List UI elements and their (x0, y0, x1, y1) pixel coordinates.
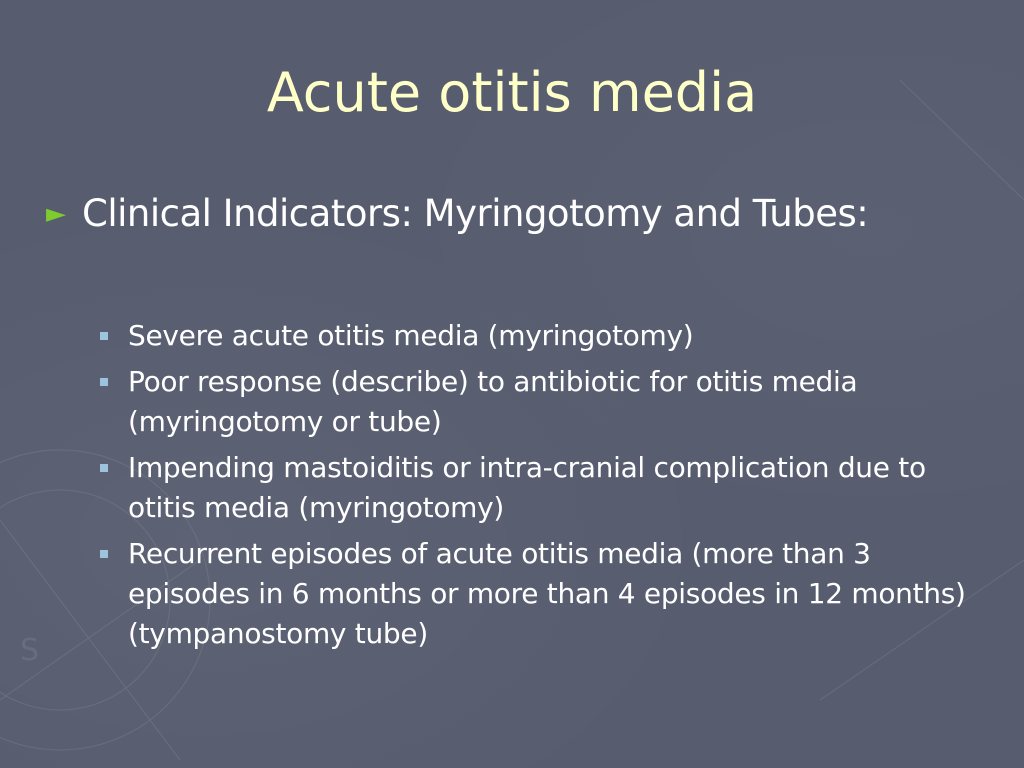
section-heading (46, 190, 1006, 238)
section-heading-text: Clinical Indicators: Myringotomy and Tubes: (82, 192, 869, 235)
list-item-text: Poor response (describe) to antibiotic for otitis media (myringotomy or tube) (128, 365, 858, 438)
list-item (96, 534, 996, 654)
square-bullet-icon (100, 550, 108, 558)
svg-text:S: S (20, 633, 40, 668)
list-item-text: Severe acute otitis media (myringotomy) (128, 319, 694, 352)
slide-title: Acute otitis media (266, 61, 758, 124)
bullet-list (96, 316, 996, 660)
list-item (96, 362, 996, 442)
list-item (96, 316, 996, 356)
arrow-bullet-icon: ► (46, 199, 66, 229)
square-bullet-icon (100, 378, 108, 386)
square-bullet-icon (100, 332, 108, 340)
list-item (96, 448, 996, 528)
square-bullet-icon (100, 464, 108, 472)
list-item-text: Impending mastoiditis or intra-cranial complication due to otitis media (myringotomy) (128, 451, 926, 524)
list-item-text: Recurrent episodes of acute otitis media (more than 3 episodes in 6 months or more than 4 episodes in 12 months) (tympanostomy tube) (128, 537, 966, 650)
